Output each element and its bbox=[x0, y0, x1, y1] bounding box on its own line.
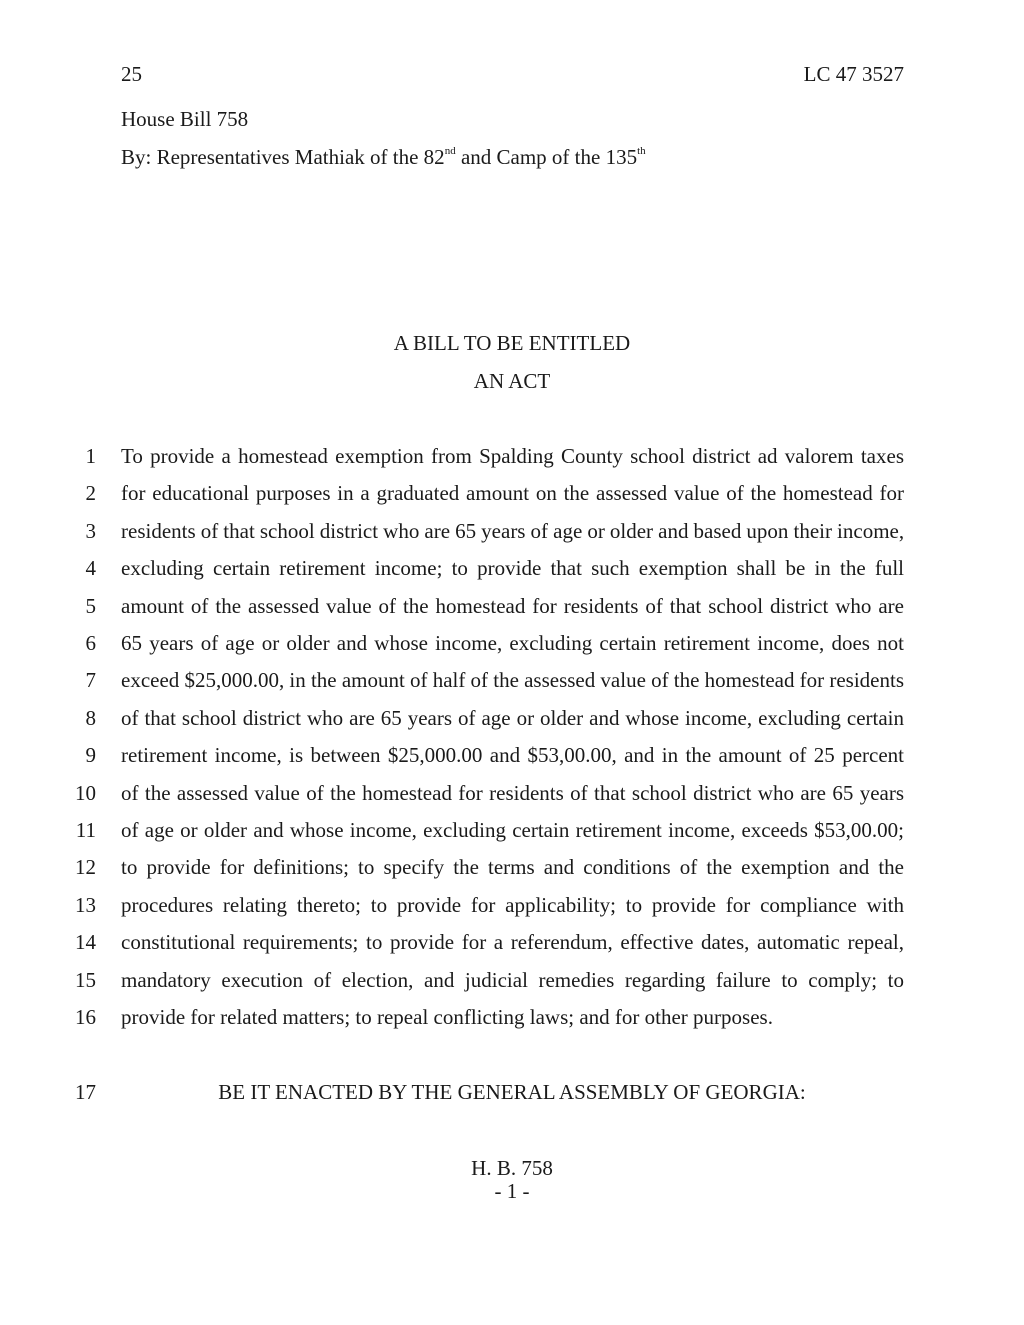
line-number: 4 bbox=[85, 556, 96, 581]
document-line bbox=[0, 519, 1024, 543]
document-line bbox=[0, 818, 1024, 842]
document-line bbox=[0, 893, 1024, 917]
ordinal-suffix: th bbox=[637, 145, 646, 157]
line-number: 17 bbox=[75, 1080, 96, 1104]
document-line bbox=[0, 855, 1024, 879]
line-text: residents of that school district who are 65 years of age or older and based upon their income, bbox=[121, 518, 905, 543]
line-number: 15 bbox=[75, 967, 96, 992]
line-text: mandatory execution of election, and judicial remedies regarding failure to comply; to bbox=[121, 967, 904, 992]
line-number: 9 bbox=[85, 743, 96, 768]
line-number: 10 bbox=[75, 780, 96, 805]
line-text: procedures relating thereto; to provide for applicability; to provide for compliance with bbox=[121, 892, 904, 917]
sponsors-prefix: By: Representatives Mathiak of the 82 bbox=[121, 145, 445, 169]
enacting-clause: BE IT ENACTED BY THE GENERAL ASSEMBLY OF GEORGIA: bbox=[218, 1080, 806, 1104]
line-text: of age or older and whose income, excluding certain retirement income, exceeds $53,00.00; bbox=[121, 818, 904, 842]
sponsors-line bbox=[121, 145, 646, 169]
line-number: 11 bbox=[75, 818, 96, 842]
line-number: 3 bbox=[85, 518, 96, 543]
document-line bbox=[0, 444, 1024, 468]
line-number: 1 bbox=[85, 444, 96, 468]
document-line bbox=[0, 631, 1024, 655]
line-text: excluding certain retirement income; to provide that such exemption shall be in the full bbox=[121, 556, 904, 581]
document-line bbox=[0, 594, 1024, 618]
footer-bill-ref: H. B. 758 bbox=[471, 1156, 553, 1180]
document-line bbox=[0, 743, 1024, 767]
line-text: to provide for definitions; to specify the terms and conditions of the exemption and the bbox=[121, 855, 904, 880]
line-text: exceed $25,000.00, in the amount of half of the assessed value of the homestead for residents bbox=[121, 668, 904, 693]
line-number: 16 bbox=[75, 1005, 96, 1029]
bill-title: House Bill 758 bbox=[121, 107, 249, 131]
line-text: 65 years of age or older and whose income, excluding certain retirement income, does not bbox=[121, 631, 904, 655]
document-line bbox=[0, 668, 1024, 692]
line-text: provide for related matters; to repeal conflicting laws; and for other purposes. bbox=[121, 1005, 773, 1029]
line-number: 7 bbox=[85, 668, 96, 693]
act-heading: AN ACT bbox=[473, 369, 551, 393]
line-text: constitutional requirements; to provide for a referendum, effective dates, automatic repeal, bbox=[121, 930, 904, 955]
lc-number: LC 47 3527 bbox=[803, 62, 904, 86]
line-text: To provide a homestead exemption from Spalding County school district ad valorem taxes bbox=[121, 444, 904, 468]
page-sequence-number: 25 bbox=[121, 62, 142, 86]
ordinal-suffix: nd bbox=[444, 145, 456, 157]
document-line bbox=[0, 481, 1024, 505]
line-number: 2 bbox=[85, 481, 96, 506]
line-number: 8 bbox=[85, 705, 96, 730]
line-text: of the assessed value of the homestead for residents of that school district who are 65 years bbox=[121, 780, 904, 805]
line-text: amount of the assessed value of the homestead for residents of that school district who are bbox=[121, 593, 904, 618]
document-line bbox=[0, 930, 1024, 954]
line-number: 5 bbox=[85, 593, 96, 618]
footer-page-number: - 1 - bbox=[494, 1179, 530, 1203]
line-text: of that school district who are 65 years of age or older and whose income, excluding certain bbox=[121, 705, 904, 730]
line-number: 12 bbox=[75, 855, 96, 880]
line-number: 6 bbox=[85, 631, 96, 655]
document-line bbox=[0, 781, 1024, 805]
sponsors-middle: and Camp of the 135 bbox=[455, 145, 638, 169]
line-text: retirement income, is between $25,000.00 and $53,00.00, and in the amount of 25 percent bbox=[121, 743, 904, 768]
document-line bbox=[0, 706, 1024, 730]
document-line bbox=[0, 968, 1024, 992]
line-text: for educational purposes in a graduated amount on the assessed value of the homestead for bbox=[121, 481, 904, 506]
line-number: 13 bbox=[75, 892, 96, 917]
bill-heading: A BILL TO BE ENTITLED bbox=[393, 331, 631, 355]
document-line bbox=[0, 556, 1024, 580]
document-line bbox=[0, 1005, 1024, 1029]
line-number: 14 bbox=[75, 930, 96, 955]
